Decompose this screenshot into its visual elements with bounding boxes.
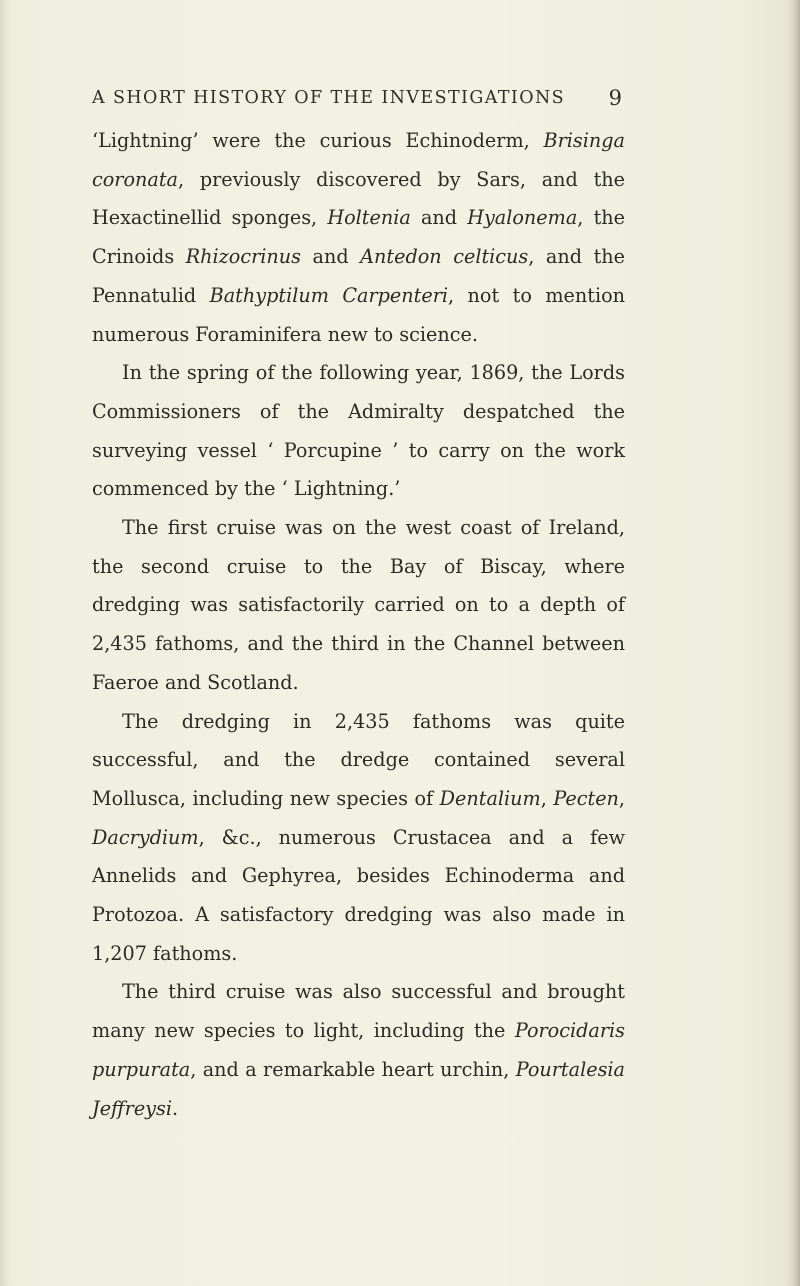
text-run: In the spring of the following year, 1869, the Lords Commissioners of the Admiralty despatched the surveying vessel ‘ Porcupine ’ to carry on the work commenced by the ‘ Lightning.’ — [92, 361, 625, 501]
italic-term: Dentalium — [439, 786, 541, 810]
text-run: ‘Lightning’ were the curious Echinoderm, — [92, 129, 544, 152]
italic-term: Hyalonema — [467, 206, 578, 230]
italic-term: Holtenia — [327, 206, 411, 230]
text-run: , previously discovered by Sars, and the Hexactinellid sponges, — [92, 167, 625, 230]
running-head — [92, 88, 622, 118]
italic-term: Porocidaris purpurata — [92, 1019, 625, 1081]
text-run: , the Crinoids — [92, 206, 625, 269]
italic-term: Pourtalesia Jeffreysi — [92, 1057, 625, 1120]
body-text — [92, 122, 625, 1128]
running-title: A SHORT HISTORY OF THE INVESTIGATIONS — [92, 88, 566, 108]
page-spine-shadow — [786, 0, 800, 1286]
page-left-edge-shading — [0, 0, 10, 1286]
paragraph-2 — [92, 354, 625, 509]
text-run: . — [172, 1096, 179, 1120]
paragraph-3 — [92, 509, 625, 703]
page-number: 9 — [608, 86, 622, 110]
text-run: and — [410, 206, 468, 230]
italic-term: Brisinga coronata — [92, 129, 625, 191]
text-run: , and a remarkable heart urchin, — [190, 1057, 516, 1081]
text-run: , and the Pennatulid — [92, 245, 625, 307]
text-run: The third cruise was also successful and brought many new species to light, including the — [92, 980, 625, 1043]
paragraph-5 — [92, 973, 625, 1128]
paragraph-1 — [92, 122, 625, 354]
italic-term: Bathyptilum Carpenteri — [209, 283, 449, 307]
text-run: The dredging in 2,435 fathoms was quite successful, and the dredge contained several Mollusca, including new species of — [92, 709, 625, 810]
text-run: , — [618, 786, 626, 810]
text-run: , &c., numerous Crustacea and a few Annelids and Gephyrea, besides Echinoderma and Protozoa. A satisfactory dredging was also made in 1,207 fathoms. — [92, 825, 625, 965]
paragraph-4 — [92, 703, 625, 974]
text-run: , — [540, 786, 554, 810]
italic-term: Dacrydium — [92, 825, 199, 849]
italic-term: Antedon celticus — [360, 245, 529, 269]
italic-term: Rhizocrinus — [185, 245, 301, 269]
text-run: The first cruise was on the west coast of Ireland, the second cruise to the Bay of Biscay, where dredging was satisfactorily carried on to a depth of 2,435 fathoms, and the third in the Channel between Faeroe and Scotland. — [92, 516, 625, 694]
text-run: , not to mention numerous Foraminifera new to science. — [92, 283, 625, 346]
text-run: and — [300, 245, 361, 269]
italic-term: Pecten — [553, 786, 619, 810]
